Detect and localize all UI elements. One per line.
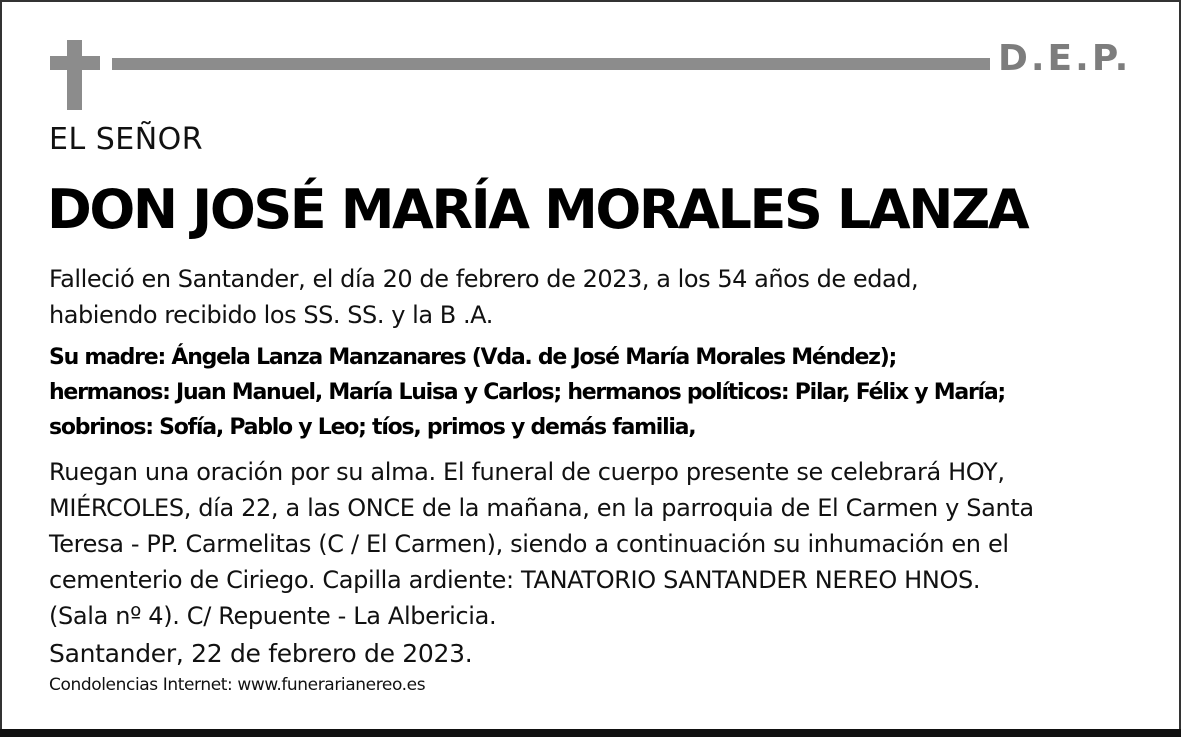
- bottom-border: [0, 729, 1181, 737]
- family-line: sobrinos: Sofía, Pablo y Leo; tíos, primos y demás familia,: [49, 415, 696, 440]
- announcement-line: Falleció en Santander, el día 20 de febrero de 2023, a los 54 años de edad,: [49, 265, 919, 293]
- place-and-date: Santander, 22 de febrero de 2023.: [49, 639, 473, 668]
- funeral-line: Teresa - PP. Carmelitas (C / El Carmen), siendo a continuación su inhumación en el: [49, 530, 1009, 558]
- dep-label: D.E.P.: [998, 38, 1132, 79]
- family-line: hermanos: Juan Manuel, María Luisa y Carlos; hermanos políticos: Pilar, Félix y María;: [49, 380, 1005, 405]
- funeral-line: (Sala nº 4). C/ Repuente - La Albericia.: [49, 602, 497, 630]
- announcement-line: habiendo recibido los SS. SS. y la B .A.: [49, 301, 493, 329]
- death-announcement: [49, 261, 918, 333]
- family-line: Su madre: Ángela Lanza Manzanares (Vda. de José María Morales Méndez);: [49, 345, 897, 370]
- funeral-line: cementerio de Ciriego. Capilla ardiente: TANATORIO SANTANDER NEREO HNOS.: [49, 566, 981, 594]
- deceased-name: DON JOSÉ MARÍA MORALES LANZA: [47, 178, 1028, 241]
- honorific-prefix: EL SEÑOR: [49, 122, 204, 157]
- funeral-line: MIÉRCOLES, día 22, a las ONCE de la mañana, en la parroquia de El Carmen y Santa: [49, 494, 1034, 522]
- cross-icon: [50, 40, 100, 110]
- condolences-line: Condolencias Internet: www.funerarianereo.es: [49, 675, 426, 695]
- funeral-line: Ruegan una oración por su alma. El funeral de cuerpo presente se celebrará HOY,: [49, 458, 1005, 486]
- family-members: [49, 340, 1005, 445]
- header-rule: [112, 58, 990, 70]
- funeral-details: [49, 454, 1034, 634]
